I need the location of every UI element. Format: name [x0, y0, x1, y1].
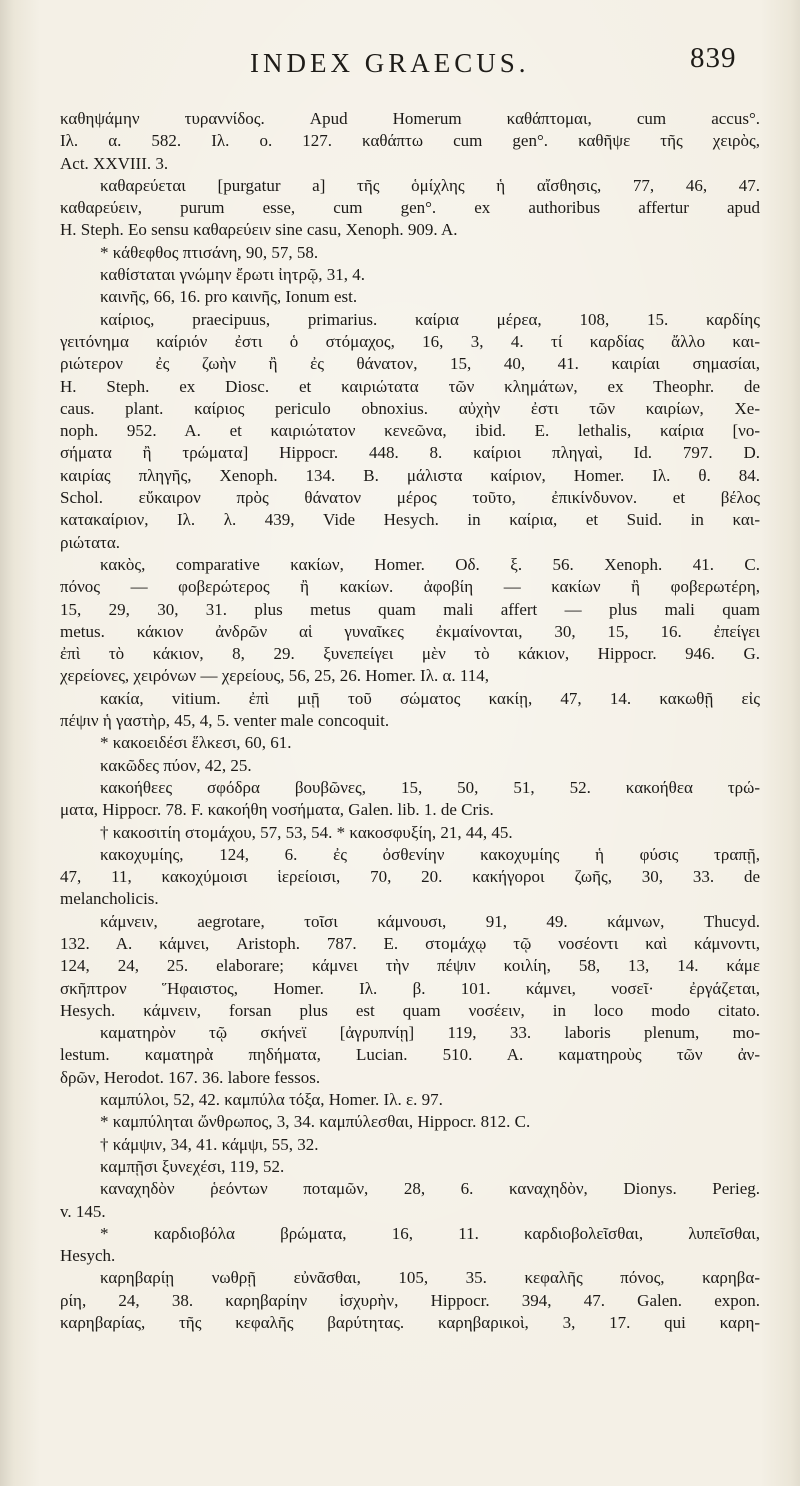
- index-line: καμπῇσι ξυνεχέσι, 119, 52.: [100, 1156, 285, 1176]
- index-line: ριώτερον ἐς ζωὴν ἢ ἐς θάνατον, 15, 40, 41. καιρίαι σημασίαι,: [60, 354, 760, 374]
- page-header: [0, 40, 800, 90]
- index-line: χερείονες, χειρόνων — χερείους, 56, 25, 26. Homer. Ιλ. α. 114,: [60, 666, 489, 686]
- index-line: 132. A. κάμνει, Aristoph. 787. E. στομάχῳ τῷ νοσέοντι καὶ κάμνοντι,: [60, 933, 760, 953]
- index-line: * καρδιοβόλα βρώματα, 16, 11. καρδιοβολεῖσθαι, λυπεῖσθαι,: [100, 1223, 760, 1243]
- index-line: ἐπὶ τὸ κάκιον, 8, 29. ξυνεπείγει μὲν τὸ κάκιον, Hippocr. 946. G.: [60, 644, 760, 664]
- index-line: γειτόνημα καίριόν ἐστι ὁ στόμαχος, 16, 3, 4. τί καρδίας ἄλλο και-: [60, 331, 760, 351]
- index-line: καθηψάμην τυραννίδος. Apud Homerum καθάπτομαι, cum accus°.: [60, 109, 760, 128]
- index-line: Act. XXVIII. 3.: [60, 153, 169, 173]
- index-line: κακοήθεες σφόδρα βουβῶνες, 15, 50, 51, 52. κακοήθεα τρώ-: [100, 777, 760, 797]
- index-line: † κακοσιτίη στομάχου, 57, 53, 54. * κακοσφυξίη, 21, 44, 45.: [100, 822, 513, 842]
- index-line: καναχηδὸν ῥεόντων ποταμῶν, 28, 6. καναχηδὸν, Dionys. Perieg.: [100, 1179, 760, 1199]
- index-line: καθαρεύεται [purgatur a] τῆς ὁμίχλης ἡ αἴσθησις, 77, 46, 47.: [100, 175, 760, 195]
- index-line: καίριος, praecipuus, primarius. καίρια μέρεα, 108, 15. καρδίης: [100, 309, 760, 329]
- index-line: * κάθεφθος πτισάνη, 90, 57, 58.: [100, 242, 319, 262]
- page-number: 839: [690, 42, 737, 74]
- index-line: κακὸς, comparative κακίων, Homer. Οδ. ξ. 56. Xenoph. 41. C.: [100, 554, 760, 574]
- index-line: πόνος — φοβερώτερος ἢ κακίων. ἀφοβίη — κακίων ἢ φοβερωτέρη,: [60, 577, 760, 597]
- index-line: δρῶν, Herodot. 167. 36. labore fessos.: [60, 1067, 321, 1087]
- index-line: H. Steph. ex Diosc. et καιριώτατα τῶν κλημάτων, ex Theophr. de: [60, 376, 760, 396]
- index-line: Ιλ. α. 582. Ιλ. ο. 127. καθάπτω cum gen°. καθῆψε τῆς χειρὸς,: [60, 131, 760, 151]
- index-line: καρηβαρίας, τῆς κεφαλῆς βαρύτητας. καρηβαρικοὶ, 3, 17. qui καρη-: [60, 1313, 760, 1333]
- index-line: ρίη, 24, 38. καρηβαρίην ἰσχυρὴν, Hippocr. 394, 47. Galen. expon.: [60, 1290, 760, 1310]
- index-line: κακοχυμίης, 124, 6. ἐς ὀσθενίην κακοχυμίης ἡ φύσις τραπῇ,: [100, 844, 760, 864]
- index-line: ματα, Hippocr. 78. F. κακοήθη νοσήματα, Galen. lib. 1. de Cris.: [60, 800, 494, 820]
- index-line: caus. plant. καίριος periculo obnoxius. αὐχὴν ἐστι τῶν καιρίων, Xe-: [60, 398, 760, 418]
- running-head: INDEX GRAECUS.: [250, 48, 530, 78]
- index-line: πέψιν ἡ γαστὴρ, 45, 4, 5. venter male concoquit.: [60, 711, 390, 731]
- index-line: noph. 952. A. et καιριώτατον κενεῶνα, ibid. E. lethalis, καίρια [νο-: [60, 421, 760, 441]
- index-line: καρηβαρίῃ νωθρῇ εὐνᾶσθαι, 105, 35. κεφαλῆς πόνος, καρηβα-: [100, 1268, 760, 1288]
- index-line: 15, 29, 30, 31. plus metus quam mali affert — plus mali quam: [60, 599, 760, 619]
- index-line: κακία, vitium. ἐπὶ μιῇ τοῦ σώματος κακίῃ, 47, 14. κακωθῇ εἰς: [100, 688, 760, 708]
- index-line: κατακαίριον, Ιλ. λ. 439, Vide Hesych. in καίρια, et Suid. in και-: [60, 510, 760, 530]
- index-line: melancholicis.: [60, 889, 159, 909]
- index-line: † κάμψιν, 34, 41. κάμψι, 55, 32.: [100, 1134, 319, 1154]
- index-line: 124, 24, 25. elaborare; κάμνει τὴν πέψιν κοιλίη, 58, 13, 14. κάμε: [60, 956, 760, 976]
- index-line: * καμπύληται ὤνθρωπος, 3, 34. καμπύλεσθαι, Hippocr. 812. C.: [100, 1112, 531, 1132]
- index-line: καιρίας πληγῆς, Xenoph. 134. B. μάλιστα καίριον, Homer. Ιλ. θ. 84.: [60, 465, 760, 485]
- index-line: lestum. καματηρὰ πηδήματα, Lucian. 510. A. καματηροὺς τῶν ἀν-: [60, 1045, 760, 1065]
- index-line: Hesych.: [60, 1246, 116, 1266]
- index-text-block: [60, 108, 760, 1334]
- index-line: καματηρὸν τῷ σκήνεϊ [ἀγρυπνίῃ] 119, 33. laboris plenum, mo-: [100, 1023, 760, 1043]
- index-line: καθαρεύειν, purum esse, cum gen°. ex authoribus affertur apud: [60, 198, 760, 218]
- index-line: καθίσταται γνώμην ἔρωτι ἰητρῷ, 31, 4.: [100, 265, 366, 285]
- index-line: ριώτατα.: [60, 532, 120, 552]
- index-line: 47, 11, κακοχύμοισι ἱερείοισι, 70, 20. κακήγοροι ζωῆς, 30, 33. de: [60, 867, 760, 887]
- index-line: σήματα ἢ τρώματα] Hippocr. 448. 8. καίριοι πληγαὶ, Id. 797. D.: [60, 443, 760, 463]
- index-line: κάμνειν, aegrotare, τοῖσι κάμνουσι, 91, 49. κάμνων, Thucyd.: [100, 911, 760, 931]
- index-line: Schol. εὔκαιρον πρὸς θάνατον μέρος τοῦτο, ἐπικίνδυνον. et βέλος: [60, 488, 760, 508]
- index-line: H. Steph. Eo sensu καθαρεύειν sine casu, Xenoph. 909. A.: [60, 220, 458, 240]
- index-line: Hesych. κάμνειν, forsan plus est quam νοσέειν, in loco modo citato.: [60, 1000, 760, 1020]
- index-line: σκῆπτρον Ἥφαιστος, Homer. Ιλ. β. 101. κάμνει, νοσεῖ· ἐργάζεται,: [60, 978, 760, 998]
- index-line: v. 145.: [60, 1201, 106, 1221]
- index-line: καμπύλοι, 52, 42. καμπύλα τόξα, Homer. Ιλ. ε. 97.: [100, 1090, 443, 1110]
- index-line: καινῆς, 66, 16. pro καινῆς, Ionum est.: [100, 287, 358, 307]
- index-line: κακῶδες πύον, 42, 25.: [100, 755, 252, 775]
- index-line: * κακοειδέσι ἕλκεσι, 60, 61.: [100, 733, 292, 753]
- index-line: metus. κάκιον ἀνδρῶν αἱ γυναῖκες ἐκμαίνονται, 30, 15, 16. ἐπείγει: [60, 621, 760, 641]
